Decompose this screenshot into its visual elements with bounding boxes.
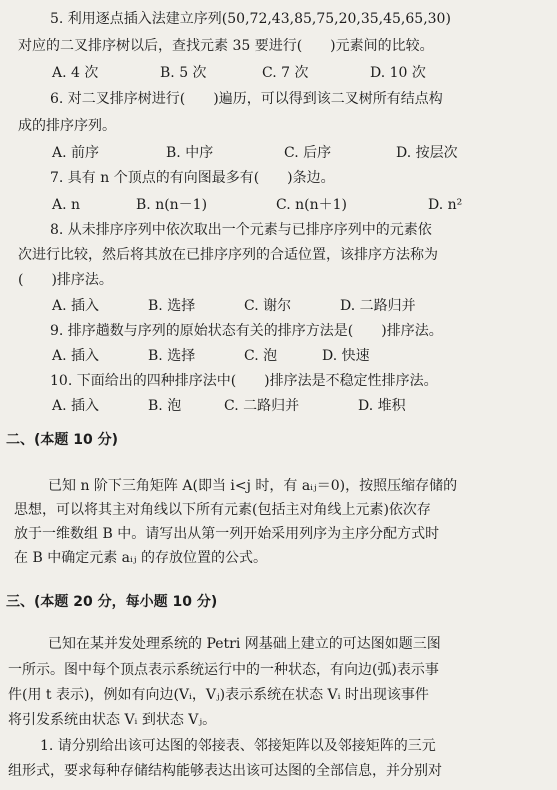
q5-stem-line-1: 5. 利用逐点插入法建立序列(50,72,43,85,75,20,35,45,65,30) [50,11,451,27]
q9-option-d: D. 快速 [322,348,370,364]
section-2-heading: 二、(本题 10 分) [6,432,119,448]
q8-stem-line-2: 次进行比较，然后将其放在已排序序列的合适位置，该排序方法称为 [18,247,438,263]
q7-option-a: A. n [52,197,81,213]
q5-option-a: A. 4 次 [52,65,99,81]
section-2-line-2: 思想，可以将其主对角线以下所有元素(包括主对角线上元素)依次存 [14,502,431,518]
q8-option-d: D. 二路归并 [340,298,416,314]
section-3-item-1-line-2: 组形式，要求每种存储结构能够表达出该可达图的全部信息，并分别对 [8,763,442,779]
q10-stem-line-1: 10. 下面给出的四种排序法中( )排序法是不稳定性排序法。 [50,373,438,389]
q5-option-d: D. 10 次 [370,65,426,81]
q5-options [0,63,557,83]
q9-option-b: B. 选择 [148,348,196,364]
section-3-item-1-line-1: 1. 请分别给出该可达图的邻接表、邻接矩阵以及邻接矩阵的三元 [40,738,436,754]
section-3-heading: 三、(本题 20 分，每小题 10 分) [6,594,218,610]
q8-option-c: C. 谢尔 [244,298,292,314]
section-2-line-1: 已知 n 阶下三角矩阵 A(即当 i<j 时，有 aᵢⱼ＝0)，按照压缩存储的 [48,478,458,494]
q10-option-c: C. 二路归并 [224,398,300,414]
section-3-line-1: 已知在某并发处理系统的 Petri 网基础上建立的可达图如题三图 [48,636,441,652]
q8-options [0,296,557,316]
q10-option-a: A. 插入 [52,398,100,414]
q6-option-b: B. 中序 [166,145,214,161]
q7-options [0,195,557,215]
q7-option-b: B. n(n－1) [136,197,208,213]
section-3-line-2: 一所示。图中每个顶点表示系统运行中的一种状态，有向边(弧)表示事 [8,662,439,678]
q6-options [0,143,557,163]
section-3-line-4: 将引发系统由状态 Vᵢ 到状态 Vⱼ。 [8,712,217,728]
q9-option-c: C. 泡 [244,348,278,364]
q9-stem-line-1: 9. 排序趟数与序列的原始状态有关的排序方法是( )排序法。 [50,323,443,339]
q7-option-d: D. n² [428,197,463,213]
section-2-line-3: 放于一维数组 B 中。请写出从第一列开始采用列序为主序分配方式时 [14,526,440,542]
q8-option-b: B. 选择 [148,298,196,314]
section-2-line-4: 在 B 中确定元素 aᵢⱼ 的存放位置的公式。 [14,550,267,566]
q8-option-a: A. 插入 [52,298,100,314]
q6-stem-line-1: 6. 对二叉排序树进行( )遍历，可以得到该二叉树所有结点构 [50,91,443,107]
q6-option-d: D. 按层次 [396,145,458,161]
q9-option-a: A. 插入 [52,348,100,364]
section-3-line-3: 件(用 t 表示)，例如有向边(Vᵢ，Vⱼ)表示系统在状态 Vᵢ 时出现该事件 [8,687,429,703]
q8-stem-line-1: 8. 从未排序序列中依次取出一个元素与已排序序列中的元素依 [50,222,432,238]
q6-option-a: A. 前序 [52,145,100,161]
q8-stem-line-3: ( )排序法。 [18,272,113,288]
q5-option-b: B. 5 次 [160,65,207,81]
q6-stem-line-2: 成的排序序列。 [18,118,116,134]
q10-options [0,396,557,416]
q7-option-c: C. n(n＋1) [276,197,347,213]
q6-option-c: C. 后序 [284,145,332,161]
q5-stem-line-2: 对应的二叉排序树以后，查找元素 35 要进行( )元素间的比较。 [18,38,434,54]
q7-stem-line-1: 7. 具有 n 个顶点的有向图最多有( )条边。 [50,170,335,186]
q10-option-d: D. 堆积 [358,398,406,414]
q10-option-b: B. 泡 [148,398,182,414]
q5-option-c: C. 7 次 [262,65,309,81]
q9-options [0,346,557,366]
